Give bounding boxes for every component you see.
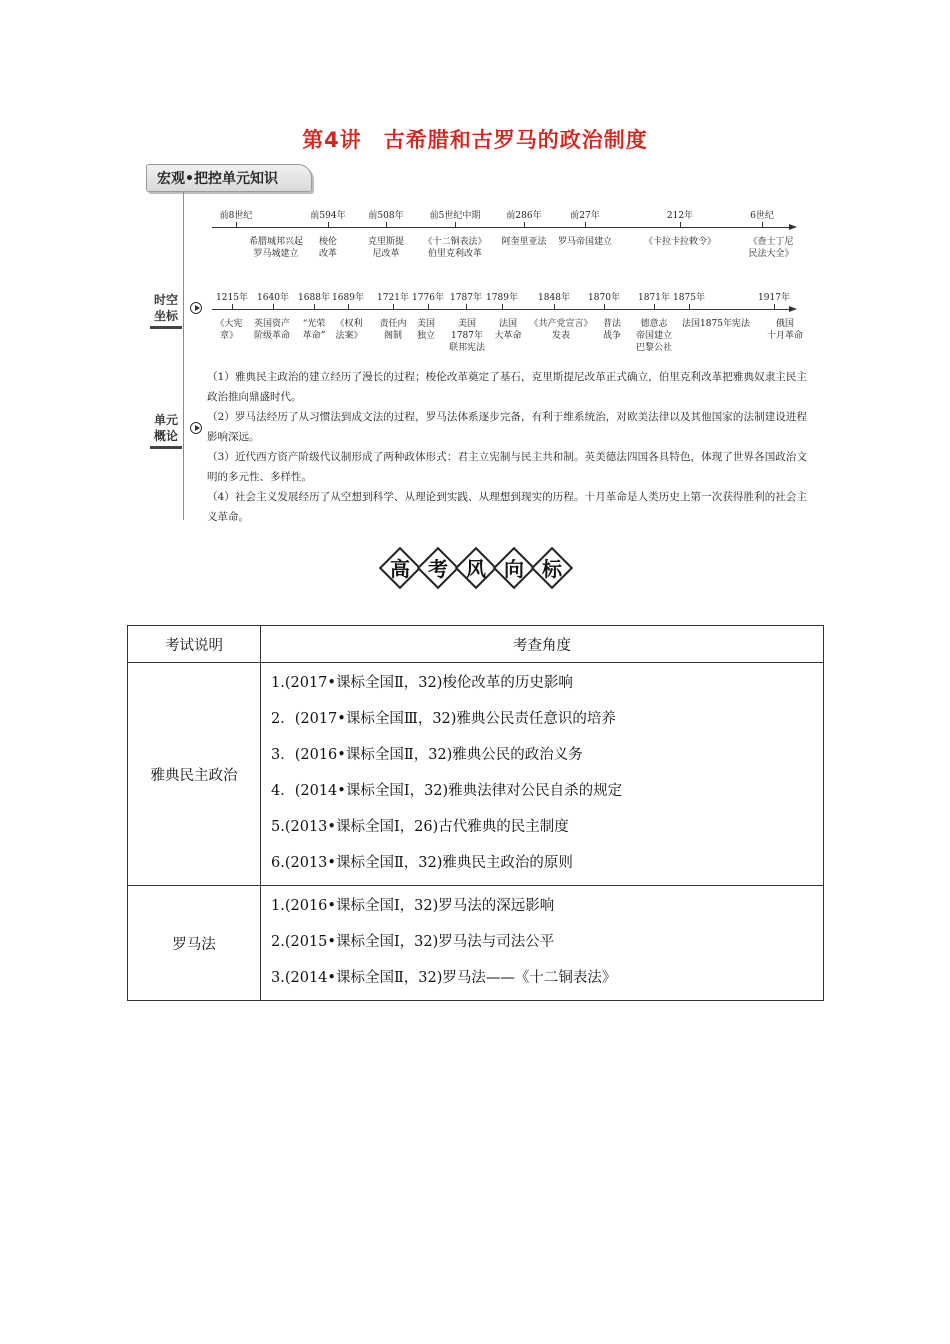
timeline-event: 罗马帝国建立 — [557, 237, 613, 247]
timeline-event: 阿奎里亚法 — [501, 237, 547, 247]
timeline-event: 《卡拉卡拉敕令》 — [643, 237, 717, 247]
list-item: 1.(2016•课标全国Ⅰ，32)罗马法的深远影响 — [271, 898, 555, 914]
timeline-event: 梭伦 改革 — [318, 237, 338, 259]
page-title: 第4讲 古希腊和古罗马的政治制度 — [302, 128, 648, 152]
table-topic-cell: 雅典民主政治 — [128, 663, 261, 886]
timeline-date: 前5世纪中期 — [429, 211, 481, 221]
timeline-event: 德意志 帝国建立 巴黎公社 — [635, 319, 673, 353]
timeline-label: 时空 坐标 — [150, 292, 182, 329]
play-icon — [190, 422, 202, 434]
list-item: 1.(2017•课标全国Ⅱ，32)梭伦改革的历史影响 — [271, 675, 573, 691]
timeline-date: 前508年 — [368, 211, 404, 221]
list-item: 3.(2014•课标全国Ⅱ，32)罗马法——《十二铜表法》 — [271, 970, 617, 986]
timeline-tick — [689, 304, 690, 309]
timeline-event: 《共产党宣言》 发表 — [529, 319, 593, 341]
table-topic-cell: 罗马法 — [128, 886, 261, 1001]
banner-gaokao — [378, 544, 574, 592]
timeline-event: 英国资产 阶级革命 — [253, 319, 291, 341]
timeline-tick — [554, 304, 555, 309]
timeline-tick — [502, 304, 503, 309]
timeline-axis — [212, 309, 790, 310]
exam-table — [127, 625, 824, 1001]
timeline-date: 1870年 — [588, 293, 620, 303]
banner-char: 高 — [390, 557, 410, 581]
timeline-event: “光荣 革命” — [302, 319, 326, 341]
summary-paragraph: （4）社会主义发展经历了从空想到科学、从理论到实践、从理想到现实的历程。十月革命是人类历史上第一次获得胜利的社会主义革命。 — [207, 491, 807, 523]
timeline-tick — [232, 304, 233, 309]
timeline-date: 212年 — [666, 211, 694, 221]
timeline-date: 1688年 — [298, 293, 330, 303]
timeline-date: 1215年 — [216, 293, 248, 303]
timeline-date: 1875年 — [673, 293, 705, 303]
timeline-tick — [654, 304, 655, 309]
timeline-date: 1871年 — [638, 293, 670, 303]
list-item: 2.(2015•课标全国Ⅰ，32)罗马法与司法公平 — [271, 934, 555, 950]
table-row — [128, 886, 824, 1001]
timeline-event: 责任内 阁制 — [379, 319, 407, 341]
timeline-date: 1789年 — [486, 293, 518, 303]
timeline-date: 1848年 — [538, 293, 570, 303]
timeline-event: 俄国 十月革命 — [766, 319, 804, 341]
timeline-tick — [774, 304, 775, 309]
timeline-event: 美国 1787年 联邦宪法 — [448, 319, 486, 353]
timeline-date: 1640年 — [257, 293, 289, 303]
timeline-tick — [348, 304, 349, 309]
summary-paragraph: （1）雅典民主政治的建立经历了漫长的过程；梭伦改革奠定了基石，克里斯提尼改革正式确立，伯里克利改革把雅典奴隶主民主政治推向鼎盛时代。 — [207, 371, 807, 403]
timeline-event: 《查士丁尼 民法大全》 — [748, 237, 794, 259]
section-tab: 宏观•把控单元知识 — [146, 164, 312, 192]
summary-paragraph: （2）罗马法经历了从习惯法到成文法的过程，罗马法体系逐步完备，有利于维系统治，对欧美法律以及其他国家的法制建设进程影响深远。 — [207, 411, 807, 443]
table-items-cell — [261, 663, 824, 886]
timeline-date: 1787年 — [450, 293, 482, 303]
timeline-date: 前594年 — [310, 211, 346, 221]
overview-label: 单元 概论 — [150, 412, 182, 449]
table-header-row — [128, 626, 824, 663]
timeline-tick — [466, 304, 467, 309]
timeline-event: 希腊城邦兴起 罗马城建立 — [248, 237, 304, 259]
timeline-date: 1689年 — [332, 293, 364, 303]
table-items-cell — [261, 886, 824, 1001]
list-item: 2．(2017•课标全国Ⅲ，32)雅典公民责任意识的培养 — [271, 711, 616, 727]
timeline-tick — [273, 304, 274, 309]
list-item: 3．(2016•课标全国Ⅱ，32)雅典公民的政治义务 — [271, 747, 583, 763]
arrow-right-icon — [789, 306, 797, 312]
table-header: 考查角度 — [261, 626, 824, 663]
list-item: 6.(2013•课标全国Ⅱ，32)雅典民主政治的原则 — [271, 855, 573, 871]
timeline-date: 6世纪 — [750, 211, 774, 221]
timeline-event: 《权利 法案》 — [335, 319, 363, 341]
list-item: 5.(2013•课标全国Ⅰ，26)古代雅典的民主制度 — [271, 819, 569, 835]
timeline-event: 普法 战争 — [602, 319, 622, 341]
timeline-event: 《十二铜表法》 伯里克利改革 — [423, 237, 487, 259]
banner-char: 标 — [542, 557, 562, 581]
timeline-date: 1721年 — [377, 293, 409, 303]
banner-char: 风 — [466, 557, 486, 581]
timeline-event: 法国 大革命 — [494, 319, 522, 341]
timeline-modern — [0, 0, 950, 380]
banner-char: 考 — [428, 557, 448, 581]
timeline-event: 《大宪 章》 — [215, 319, 243, 341]
timeline-tick — [314, 304, 315, 309]
timeline-date: 前286年 — [506, 211, 542, 221]
timeline-event: 克里斯提 尼改革 — [367, 237, 405, 259]
timeline-tick — [393, 304, 394, 309]
timeline-event: 美国 独立 — [416, 319, 436, 341]
timeline-date: 前27年 — [570, 211, 600, 221]
timeline-date: 1917年 — [758, 293, 790, 303]
timeline-date: 1776年 — [412, 293, 444, 303]
timeline-tick — [604, 304, 605, 309]
timeline-date: 前8世纪 — [219, 211, 253, 221]
timeline-tick — [428, 304, 429, 309]
list-item: 4．(2014•课标全国Ⅰ，32)雅典法律对公民自杀的规定 — [271, 783, 623, 799]
table-row — [128, 663, 824, 886]
banner-char: 向 — [504, 557, 524, 581]
table-header: 考试说明 — [128, 626, 261, 663]
timeline-event: 法国1875年宪法 — [682, 319, 750, 329]
summary-paragraph: （3）近代西方资产阶级代议制形成了两种政体形式：君主立宪制与民主共和制。英美德法四国各具特色，体现了世界各国政治文明的多元性、多样性。 — [207, 451, 807, 483]
